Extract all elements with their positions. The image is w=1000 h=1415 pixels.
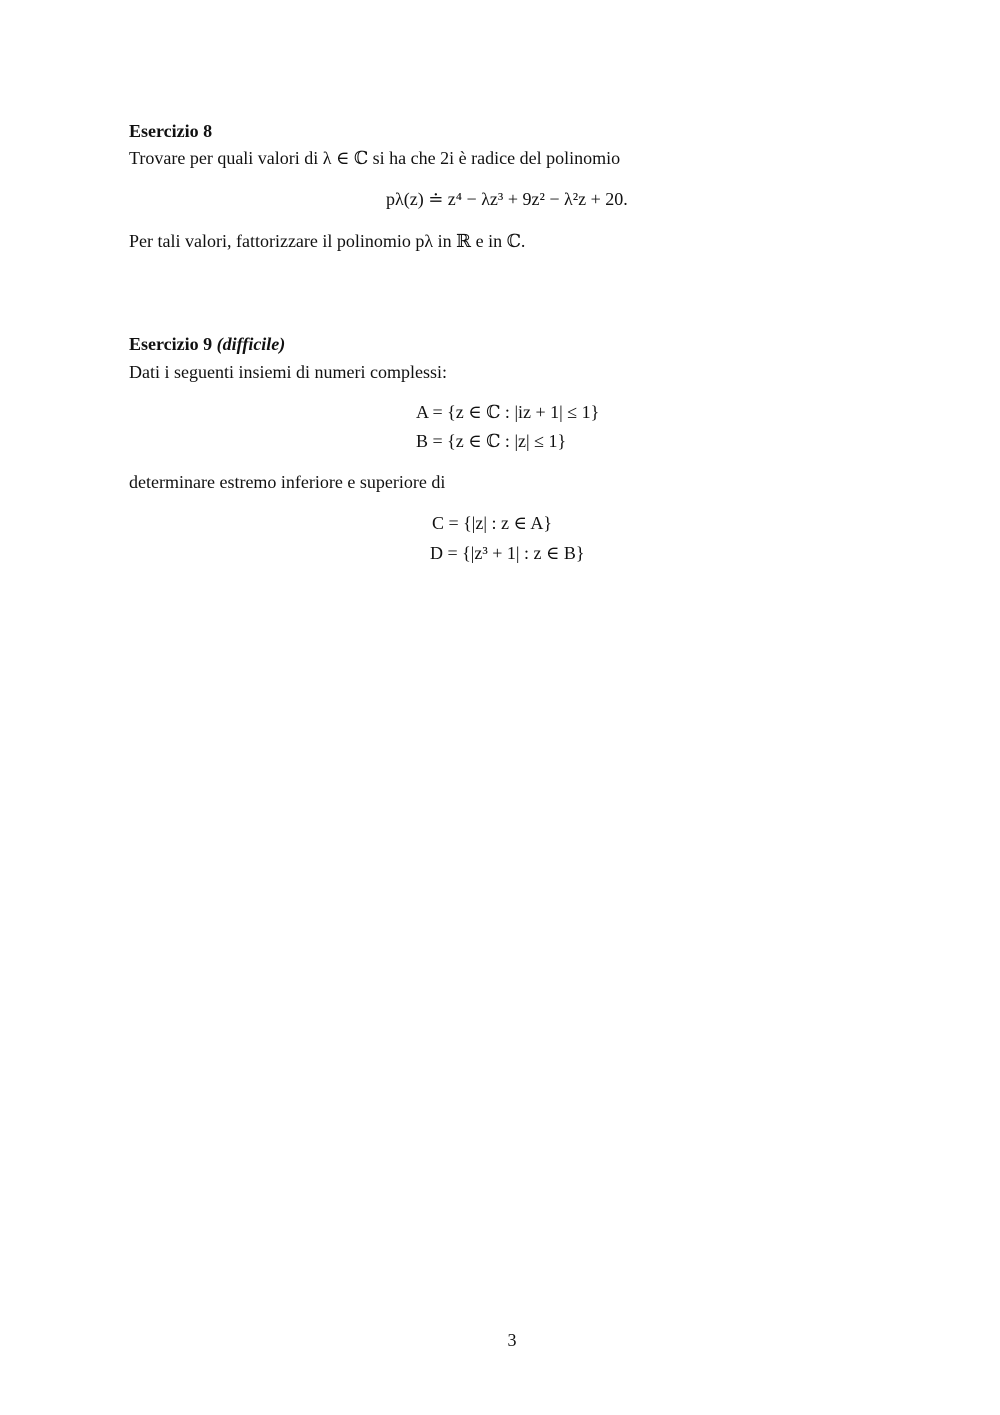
set-a-definition: A = {z ∈ ℂ : |iz + 1| ≤ 1} xyxy=(416,402,600,422)
set-d-definition: D = {|z³ + 1| : z ∈ B} xyxy=(430,543,585,563)
exercise-9-task: determinare estremo inferiore e superiore di xyxy=(129,472,446,492)
set-b-definition: B = {z ∈ ℂ : |z| ≤ 1} xyxy=(416,431,567,451)
page-number: 3 xyxy=(507,1330,517,1350)
exercise-9-intro: Dati i seguenti insiemi di numeri complessi: xyxy=(129,362,447,382)
exercise-8-formula: pλ(z) ≐ z⁴ − λz³ + 9z² − λ²z + 20. xyxy=(386,189,628,209)
exercise-9-difficulty-note: (difficile) xyxy=(216,334,286,354)
set-c-definition: C = {|z| : z ∈ A} xyxy=(432,513,552,533)
exercise-9-heading: Esercizio 9 (difficile) xyxy=(129,334,286,354)
exercise-8-intro: Trovare per quali valori di λ ∈ ℂ si ha che 2i è radice del polinomio xyxy=(129,148,621,168)
exercise-8-heading: Esercizio 8 xyxy=(129,121,213,141)
exercise-8-followup: Per tali valori, fattorizzare il polinomio pλ in ℝ e in ℂ. xyxy=(129,231,526,251)
